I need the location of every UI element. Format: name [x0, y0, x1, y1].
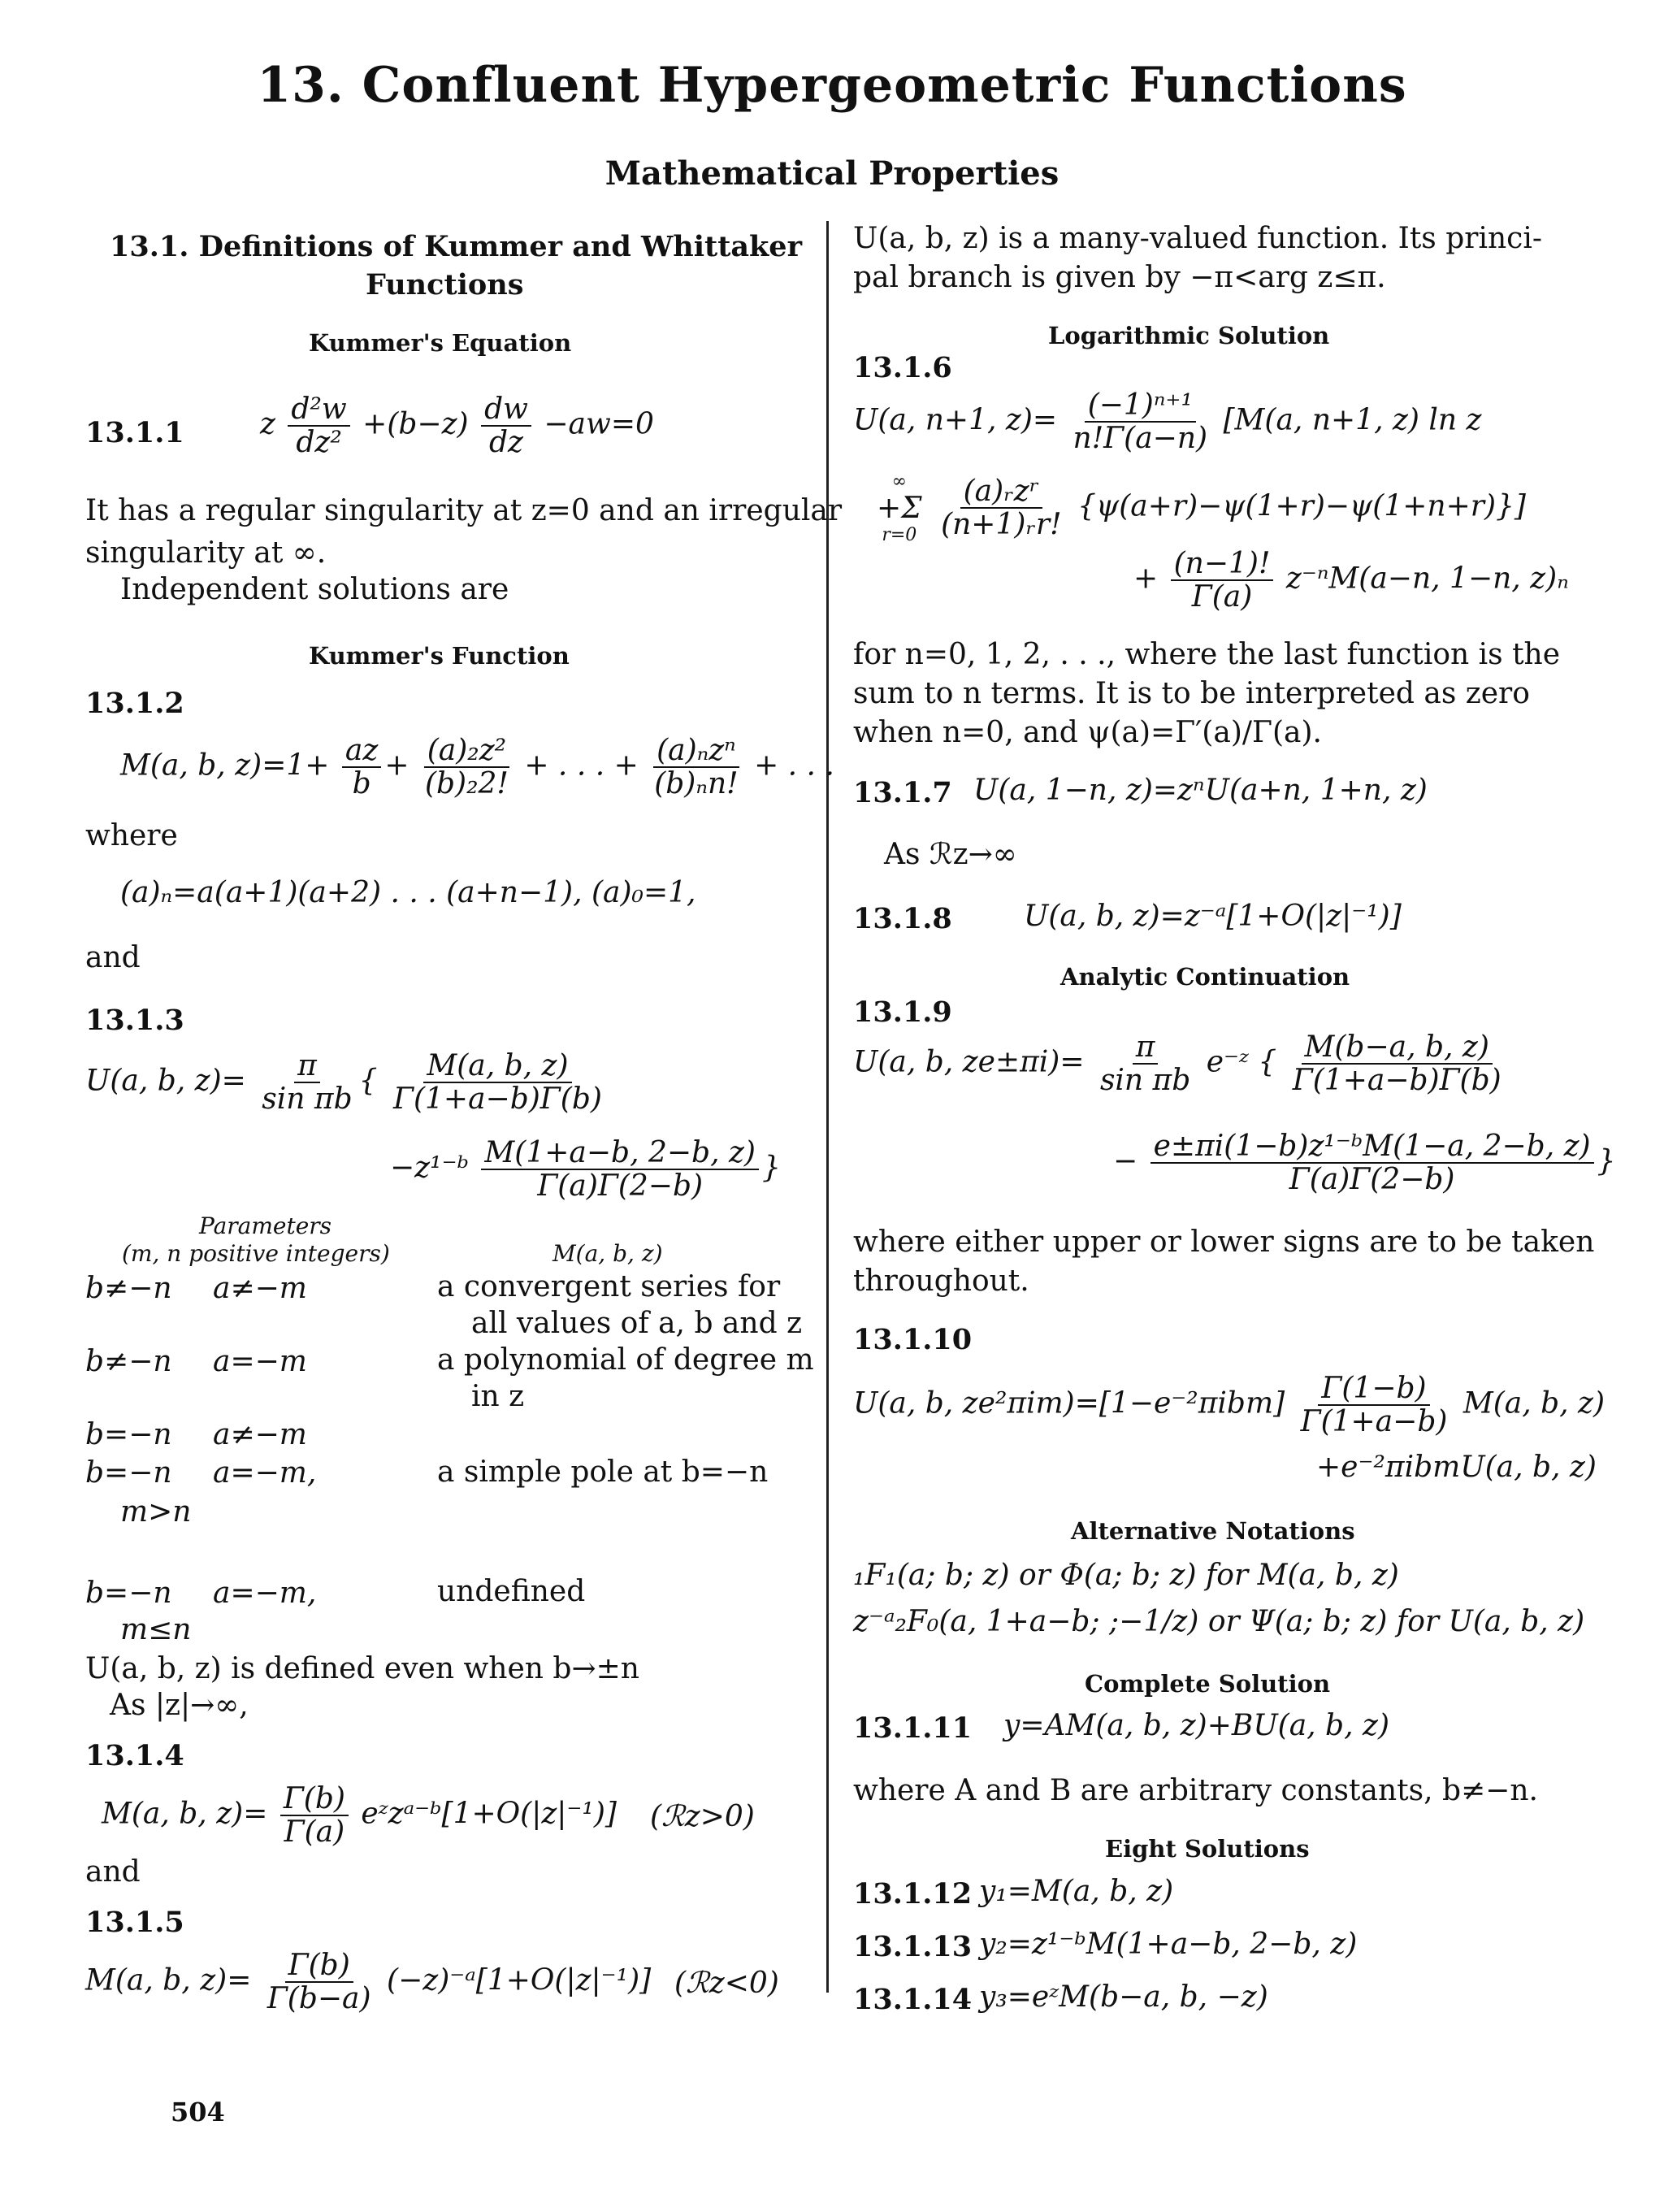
frac-den: dz² — [296, 425, 342, 459]
column-divider — [826, 221, 829, 1993]
equation-13-1-13: y₂=z¹⁻ᵇM(1+a−b, 2−b, z) — [979, 1928, 1358, 1961]
table-cell-desc: a simple pole at b=−n — [437, 1455, 769, 1489]
equation-number-13-1-12: 13.1.12 — [853, 1877, 973, 1911]
table-cell-b: b≠−n — [85, 1345, 172, 1378]
page-number: 504 — [171, 2097, 225, 2127]
eq-term: +(b−z) — [362, 407, 469, 441]
chapter-title: 13. Confluent Hypergeometric Functions — [257, 57, 1407, 114]
alternative-notation-m: ₁F₁(a; b; z) or Φ(a; b; z) for M(a, b, z) — [853, 1559, 1399, 1592]
equation-13-1-6-line3: + $\frac{(n-1)!}{\Gamma(a)}$ z⁻ⁿM(a−n, 1−n, z)ₙ — [1133, 547, 1569, 614]
fraction — [651, 735, 741, 800]
table-header-m: M(a, b, z) — [552, 1240, 663, 1267]
fraction — [342, 735, 381, 800]
table-cell-desc: all values of a, b and z — [471, 1307, 803, 1340]
fraction — [1289, 1032, 1505, 1096]
eq-term: + . . . + — [524, 748, 639, 783]
condition-13-1-5: (ℛz<0) — [674, 1967, 779, 2000]
equation-13-1-12: y₁=M(a, b, z) — [979, 1875, 1174, 1908]
fraction — [280, 1784, 349, 1848]
fraction — [390, 1051, 605, 1115]
table-cell-b: b=−n — [85, 1577, 172, 1610]
table-cell-desc: undefined — [437, 1575, 586, 1608]
equation-number-13-1-14: 13.1.14 — [853, 1983, 973, 2016]
table-cell-extra: m≤n — [120, 1613, 192, 1646]
equation-number-13-1-2: 13.1.2 — [85, 687, 184, 720]
equation-13-1-2: M(a, b, z)=1+ $\frac{az}{b}$ + $\frac{\text{(a)₂z²}}{\text{(b)₂2!}}$ + . . . + $\frac{\text{(a)ₙzⁿ}}{\text{(b)ₙn!}}$ + . . . — [120, 734, 834, 800]
table-cell-desc: in z — [471, 1380, 525, 1413]
eq-term: U(a, n+1, z)= — [853, 403, 1058, 437]
eq-term: U(a, b, ze±πi)= — [853, 1045, 1085, 1079]
frac-num: (a)₂z² — [424, 735, 509, 768]
equation-13-1-8: U(a, b, z)=z⁻ᵃ[1+O(|z|⁻¹)] — [1024, 900, 1402, 933]
equation-13-1-7: U(a, 1−n, z)=zⁿU(a+n, 1+n, z) — [973, 774, 1428, 807]
table-cell-a: a≠−m — [213, 1272, 307, 1305]
paragraph-line: As |z|→∞, — [110, 1689, 249, 1722]
frac-num: dw — [481, 394, 531, 427]
fraction — [1298, 1373, 1451, 1438]
analytic-continuation-heading: Analytic Continuation — [1060, 963, 1350, 991]
table-cell-desc: a convergent series for — [437, 1270, 781, 1303]
table-header-parameters-note: (m, n positive integers) — [122, 1240, 390, 1267]
frac-den: Γ(a) — [1191, 579, 1253, 614]
equation-13-1-10-line2: +e⁻²πibmU(a, b, z) — [1316, 1451, 1597, 1484]
frac-num: M(a, b, z) — [423, 1051, 571, 1083]
fraction — [288, 394, 349, 458]
kummer-equation-heading: Kummer's Equation — [309, 329, 572, 357]
section-heading-13-1: 13.1. Definitions of Kummer and Whittaker — [110, 230, 803, 263]
paragraph-line: It has a regular singularity at z=0 and an irregular — [85, 494, 843, 527]
frac-den: Γ(1+a−b)Γ(b) — [392, 1082, 602, 1116]
kummer-function-heading: Kummer's Function — [309, 642, 570, 670]
paragraph-line: U(a, b, z) is a many-valued function. Its princi- — [853, 222, 1543, 255]
paragraph-line: pal branch is given by −π<arg z≤π. — [853, 261, 1386, 294]
eq-term: M(a, b, z) — [1462, 1386, 1606, 1420]
frac-den: n!Γ(a−n) — [1072, 421, 1208, 455]
sum-sign: +Σ — [877, 492, 922, 525]
paragraph-line: throughout. — [853, 1264, 1029, 1298]
equation-number-13-1-5: 13.1.5 — [85, 1906, 184, 1939]
equation-number-13-1-6: 13.1.6 — [853, 351, 952, 384]
paragraph-line: and — [85, 941, 141, 974]
eq-term: (−z)⁻ᵃ[1+O(|z|⁻¹)] — [387, 1963, 652, 1997]
paragraph-line: when n=0, and ψ(a)=Γ′(a)/Γ(a). — [853, 716, 1322, 749]
eq-term: U(a, b, z)= — [85, 1064, 246, 1098]
frac-den: sin πb — [1099, 1063, 1191, 1097]
frac-num: d²w — [288, 394, 349, 427]
frac-num: (a)ₙzⁿ — [653, 735, 739, 768]
eight-solutions-heading: Eight Solutions — [1105, 1835, 1310, 1863]
eq-term: e⁻ᶻ { — [1206, 1045, 1277, 1079]
paragraph-line: Independent solutions are — [120, 573, 509, 606]
eq-term: U(a, b, ze²πim)=[1−e⁻²πibm] — [853, 1386, 1285, 1420]
equation-number-13-1-11: 13.1.11 — [853, 1711, 973, 1745]
frac-num: M(b−a, b, z) — [1302, 1032, 1493, 1065]
frac-den: (n+1)ᵣr! — [941, 507, 1062, 541]
frac-num: M(1+a−b, 2−b, z) — [481, 1138, 759, 1170]
eq-term: z — [260, 407, 275, 441]
fraction — [1150, 1131, 1594, 1195]
eq-term: −aw=0 — [544, 407, 654, 441]
frac-num: Γ(b) — [280, 1784, 349, 1816]
frac-num: π — [1133, 1032, 1159, 1065]
fraction — [481, 1138, 759, 1202]
equation-13-1-4 — [102, 1784, 617, 1848]
eq-term: eᶻzᵃ⁻ᵇ[1+O(|z|⁻¹)] — [361, 1797, 617, 1831]
equation-number-13-1-3: 13.1.3 — [85, 1004, 184, 1037]
equation-13-1-6-line1 — [853, 390, 1482, 454]
equation-number-13-1-1: 13.1.1 — [85, 416, 184, 449]
frac-num: az — [342, 735, 381, 768]
frac-num: Γ(1−b) — [1318, 1373, 1429, 1406]
paragraph-line: U(a, b, z) is defined even when b→±n — [85, 1652, 639, 1685]
eq-term: M(a, b, z)= — [85, 1963, 252, 1997]
table-cell-a: a=−m — [213, 1345, 307, 1378]
equation-13-1-5 — [85, 1950, 651, 2015]
summation — [877, 471, 922, 545]
paragraph-line: and — [85, 1855, 141, 1889]
pochhammer-definition: (a)ₙ=a(a+1)(a+2) . . . (a+n−1), (a)₀=1, — [120, 876, 696, 909]
frac-num: (−1)ⁿ⁺¹ — [1085, 390, 1196, 423]
equation-13-1-14: y₃=eᶻM(b−a, b, −z) — [979, 1980, 1268, 2014]
table-cell-a: a=−m, — [213, 1456, 317, 1490]
equation-13-1-11: y=AM(a, b, z)+BU(a, b, z) — [1003, 1709, 1389, 1742]
fraction — [264, 1950, 375, 2015]
fraction — [938, 476, 1065, 540]
table-cell-b: b≠−n — [85, 1272, 172, 1305]
alternative-notation-u: z⁻ᵃ₂F₀(a, 1+a−b; ;−1/z) or Ψ(a; b; z) for U(a, b, z) — [853, 1605, 1585, 1638]
equation-number-13-1-9: 13.1.9 — [853, 995, 952, 1029]
fraction — [481, 394, 531, 458]
frac-den: Γ(1+a−b)Γ(b) — [1292, 1063, 1502, 1097]
frac-den: Γ(a)Γ(2−b) — [1289, 1162, 1455, 1196]
equation-number-13-1-4: 13.1.4 — [85, 1739, 184, 1772]
paragraph-line: As ℛz→∞ — [884, 838, 1017, 871]
frac-num: (a)ᵣzʳ — [960, 476, 1043, 509]
fraction — [258, 1051, 355, 1115]
table-cell-a: a≠−m — [213, 1418, 307, 1451]
equation-number-13-1-13: 13.1.13 — [853, 1930, 973, 1963]
frac-den: b — [352, 766, 371, 800]
paragraph-line: for n=0, 1, 2, . . ., where the last function is the — [853, 638, 1561, 671]
table-cell-desc: a polynomial of degree m — [437, 1343, 814, 1377]
paragraph-line: where A and B are arbitrary constants, b≠−n. — [853, 1774, 1538, 1807]
equation-number-13-1-8: 13.1.8 — [853, 902, 952, 935]
section-heading-13-1-line2: Functions — [366, 268, 524, 301]
frac-num: π — [294, 1051, 320, 1083]
sum-lower: r=0 — [882, 525, 917, 545]
frac-num: (n−1)! — [1171, 549, 1274, 581]
table-header-parameters: Parameters — [199, 1212, 332, 1239]
fraction — [1171, 549, 1274, 613]
frac-den: Γ(b−a) — [266, 1981, 371, 2015]
frac-num: Γ(b) — [285, 1950, 353, 1983]
frac-den: sin πb — [262, 1082, 353, 1116]
paragraph-line: singularity at ∞. — [85, 536, 327, 570]
eq-term: [M(a, n+1, z) ln z — [1223, 403, 1482, 437]
frac-den: (b)₂2! — [424, 766, 509, 800]
eq-term: z⁻ⁿM(a−n, 1−n, z)ₙ — [1285, 562, 1569, 596]
equation-number-13-1-7: 13.1.7 — [853, 776, 952, 809]
alternative-notations-heading: Alternative Notations — [1071, 1517, 1355, 1545]
table-cell-a: a=−m, — [213, 1577, 317, 1610]
equation-13-1-9-line1 — [853, 1032, 1508, 1096]
eq-term: −z¹⁻ᵇ — [390, 1151, 469, 1185]
frac-den: Γ(1+a−b) — [1300, 1404, 1448, 1438]
table-cell-extra: m>n — [120, 1495, 192, 1529]
equation-13-1-1 — [260, 394, 654, 458]
condition-13-1-4: (ℛz>0) — [650, 1800, 755, 1833]
eq-term: + . . . — [754, 748, 834, 783]
complete-solution-heading: Complete Solution — [1085, 1670, 1331, 1698]
equation-13-1-3-line2: −z¹⁻ᵇ $\frac{M(1+a-b, 2-b, z)}{\Gamma(a)\Gamma(2-b)}$ } — [390, 1136, 781, 1203]
equation-13-1-6-line2 — [873, 471, 1526, 545]
equation-13-1-9-line2: − $\frac{\text{e±πi(1−b)z¹⁻ᵇM(1−a, 2−b, z)}}{\Gamma(a)\Gamma(2-b)}$ } — [1113, 1130, 1616, 1196]
table-cell-b: b=−n — [85, 1456, 172, 1490]
section-subtitle: Mathematical Properties — [604, 154, 1060, 193]
table-cell-b: b=−n — [85, 1418, 172, 1451]
paragraph-line: sum to n terms. It is to be interpreted as zero — [853, 677, 1530, 710]
eq-term: M(a, b, z)=1+ — [120, 748, 330, 783]
frac-num: e±πi(1−b)z¹⁻ᵇM(1−a, 2−b, z) — [1150, 1131, 1594, 1164]
frac-den: Γ(a)Γ(2−b) — [537, 1169, 704, 1203]
fraction — [422, 735, 512, 800]
equation-13-1-10-line1 — [853, 1373, 1605, 1438]
paragraph-line: where either upper or lower signs are to be taken — [853, 1225, 1595, 1259]
eq-term: {ψ(a+r)−ψ(1+r)−ψ(1+n+r)}] — [1077, 489, 1526, 523]
eq-term: M(a, b, z)= — [102, 1797, 268, 1831]
equation-number-13-1-10: 13.1.10 — [853, 1323, 973, 1356]
frac-den: (b)ₙn! — [654, 766, 739, 800]
equation-13-1-3-line1: U(a, b, z)= $\frac{\pi}{\text{sin πb}}$ { $\frac{M(a, b, z)}{\Gamma(1+a-b)\Gamma(b)}$ — [85, 1051, 609, 1115]
paragraph-line: where — [85, 819, 178, 852]
fraction — [1097, 1032, 1194, 1096]
frac-den: Γ(a) — [284, 1815, 345, 1849]
fraction — [1070, 390, 1211, 454]
frac-den: dz — [488, 425, 523, 459]
sum-upper: ∞ — [891, 471, 907, 492]
logarithmic-solution-heading: Logarithmic Solution — [1048, 322, 1330, 349]
